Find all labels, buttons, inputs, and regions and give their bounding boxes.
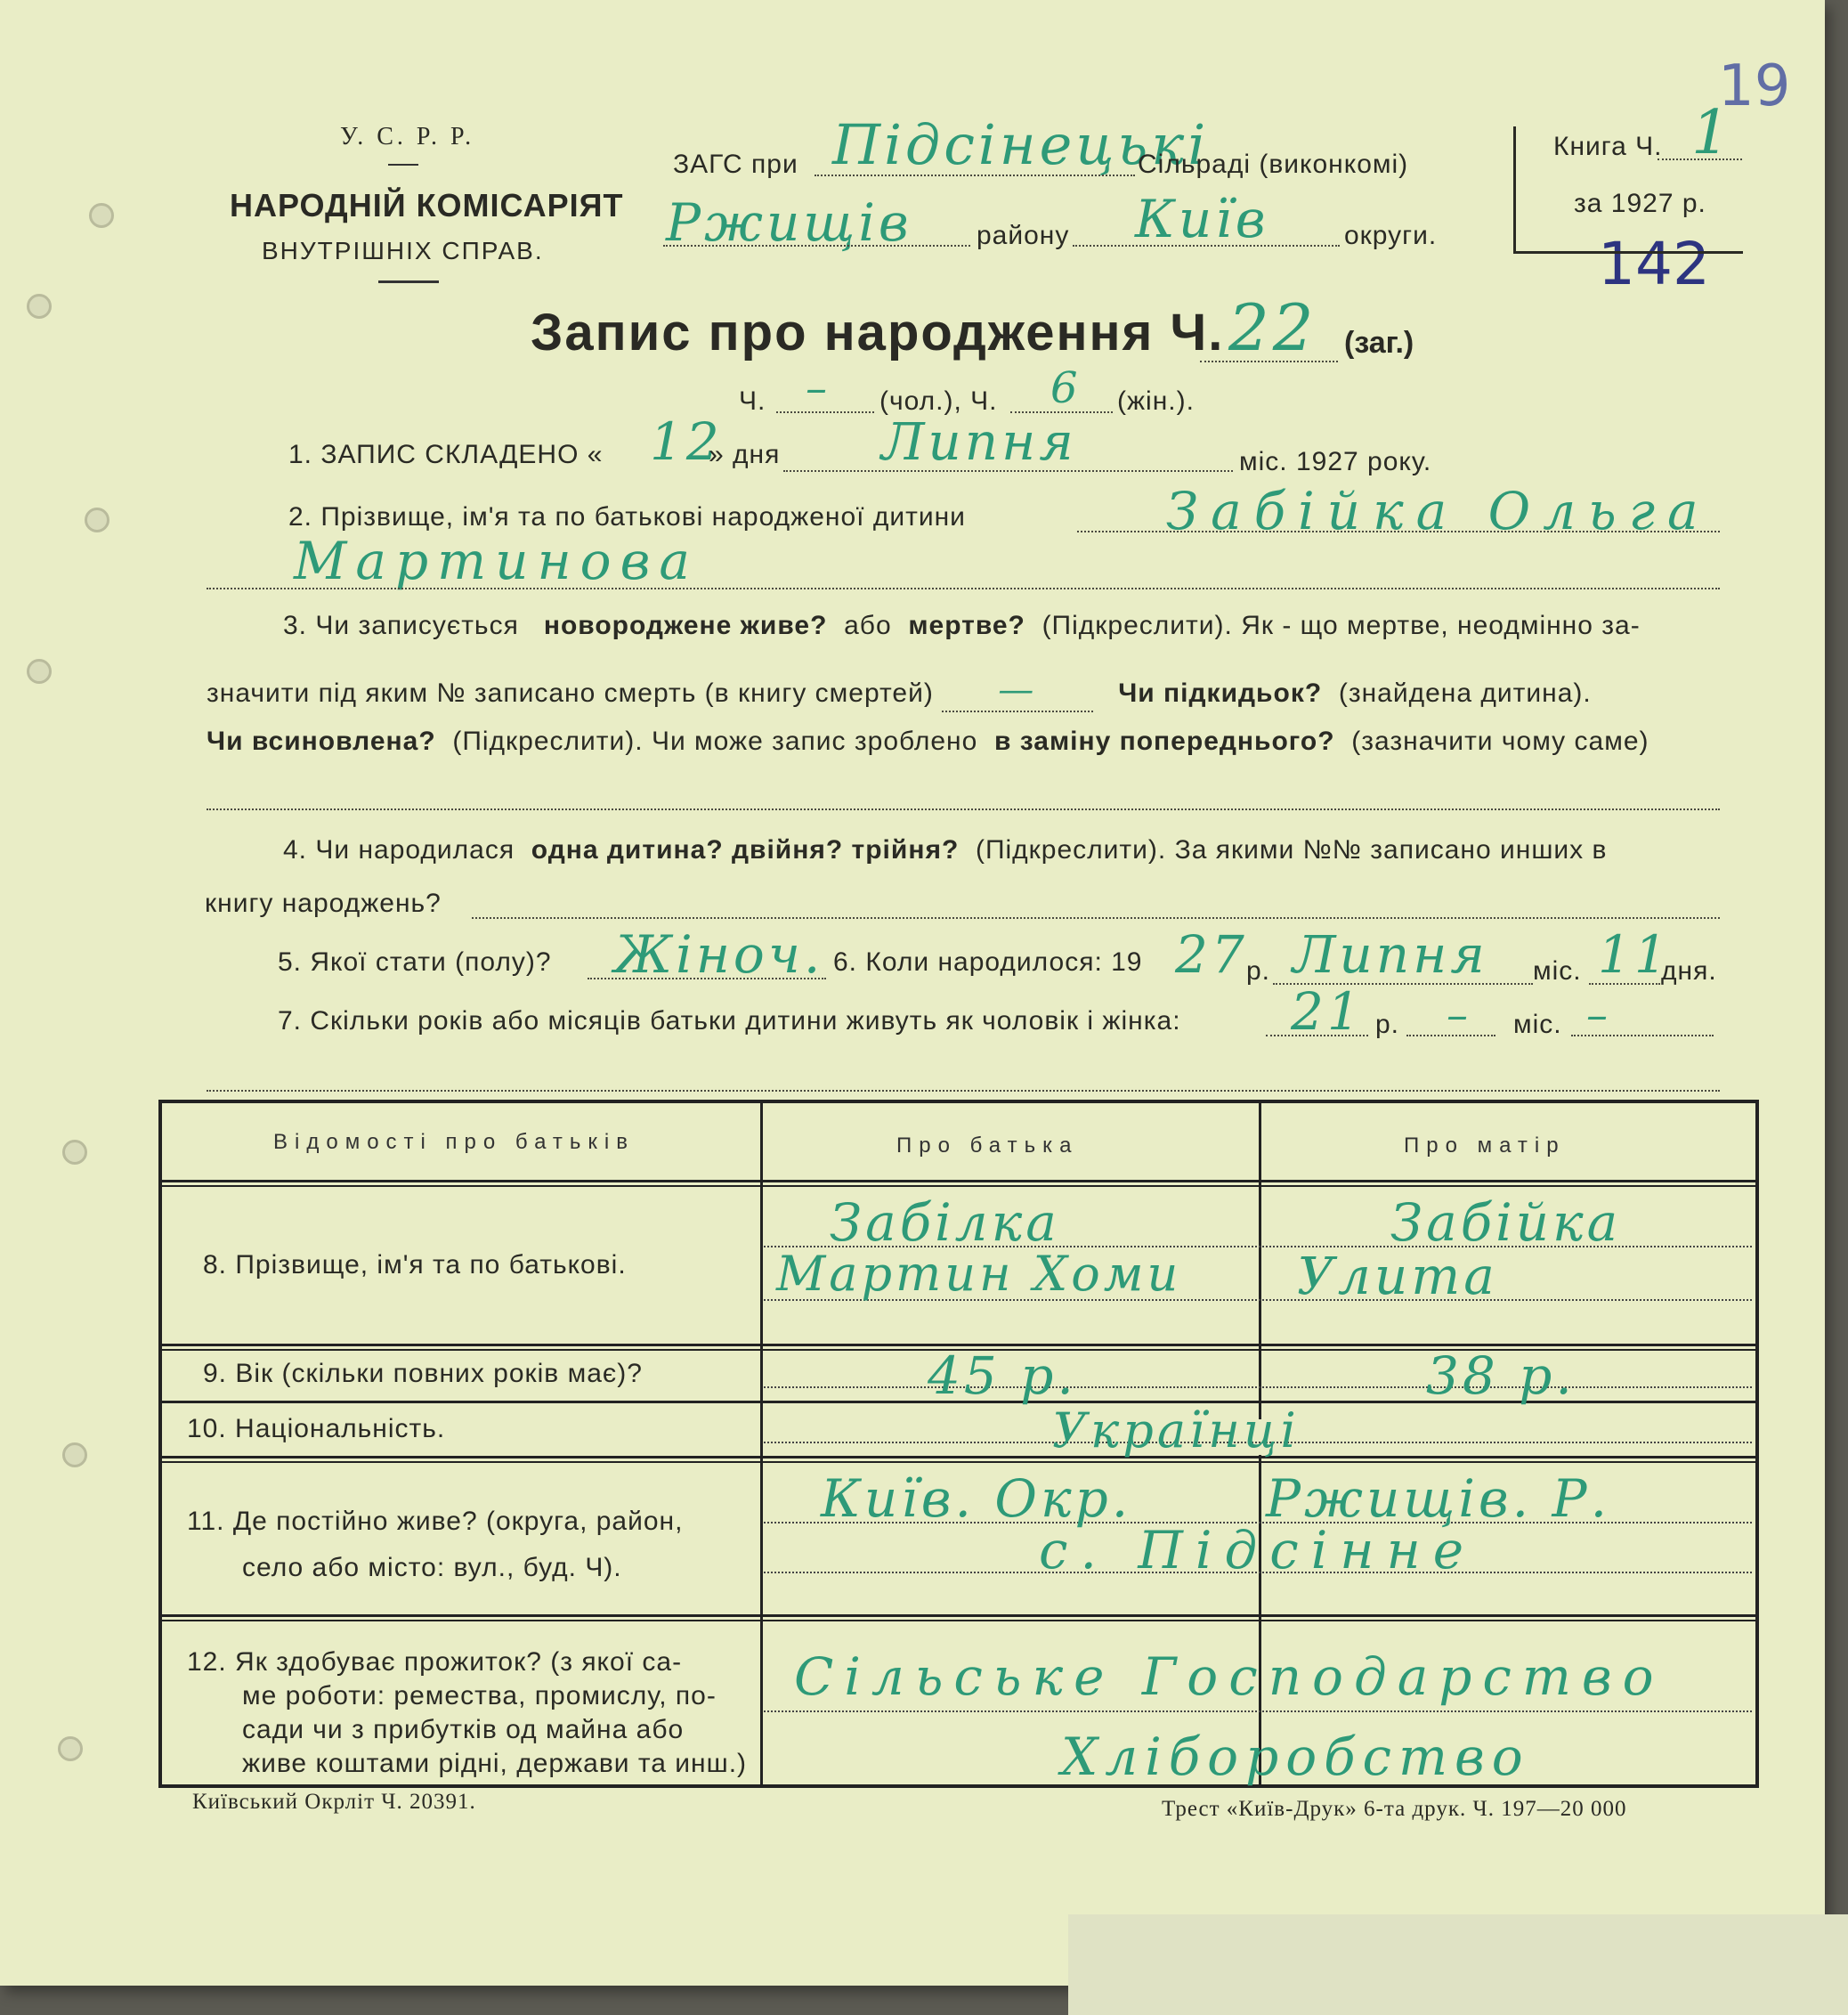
item7-label: 7. Скільки років або місяців батьки дитини живуть як чоловік і жінка: bbox=[278, 1006, 1181, 1036]
table-rule bbox=[162, 1456, 1755, 1458]
item6-mis: міс. bbox=[1533, 956, 1582, 986]
item2-line1 bbox=[1077, 531, 1720, 532]
commissariat-title: НАРОДНІЙ КОМІСАРІЯТ bbox=[230, 187, 624, 223]
item3-line1 bbox=[283, 611, 1641, 641]
item3-text: (Підкреслити). Як - що мертве, неодмінно за- bbox=[1042, 611, 1641, 640]
item4-text: 4. Чи народилася bbox=[283, 835, 515, 865]
item3-text: (знайдена дитина). bbox=[1338, 678, 1592, 708]
parents-table bbox=[158, 1100, 1759, 1788]
punch-hole bbox=[58, 1736, 83, 1761]
item3-text: (зазначити чому саме) bbox=[1351, 727, 1649, 756]
item2-line2 bbox=[207, 588, 1720, 589]
item3-text: значити під яким № записано смерть (в книгу смертей) bbox=[207, 678, 934, 708]
item3-foundling-option: Чи підкидьок? bbox=[1118, 678, 1323, 708]
row8-father-name: Мартин Хоми bbox=[776, 1246, 1182, 1302]
subtitle-ch: Ч. bbox=[739, 386, 766, 416]
row8-mother-name: Улита bbox=[1297, 1246, 1498, 1306]
table-rule bbox=[162, 1620, 1755, 1621]
okrug-label: округи. bbox=[1344, 221, 1438, 250]
district-label: району bbox=[977, 221, 1070, 250]
table-divider bbox=[1259, 1103, 1261, 1419]
male-label: (чол.), Ч. bbox=[879, 386, 998, 416]
row10-nationality: Українці bbox=[1052, 1402, 1300, 1458]
book-number-line bbox=[1658, 158, 1742, 160]
item4-text: (Підкреслити). За якими №№ записано инших в bbox=[975, 835, 1608, 865]
item7-blank-line bbox=[207, 1090, 1720, 1092]
record-number-value: 22 bbox=[1228, 290, 1317, 365]
item7-end-line bbox=[1571, 1035, 1714, 1036]
punch-hole bbox=[62, 1442, 87, 1467]
item2-label: 2. Прізвище, ім'я та по батькові народженої дитини bbox=[288, 502, 966, 532]
row12-occupation-1: Сільське Господарство bbox=[794, 1646, 1665, 1707]
item5-label: 5. Якої стати (полу)? bbox=[278, 947, 552, 977]
item3-line2 bbox=[207, 670, 1592, 712]
punch-hole bbox=[89, 203, 114, 228]
female-count-value: 6 bbox=[1050, 363, 1082, 413]
footer-left: Київський Окрліт Ч. 20391. bbox=[192, 1790, 476, 1814]
district-line bbox=[663, 245, 970, 247]
punch-hole bbox=[27, 294, 52, 319]
header-mother: Про матір bbox=[1404, 1133, 1566, 1158]
row12-label-line1: 12. Як здобуває прожиток? (з якої са- bbox=[187, 1647, 683, 1677]
row10-label: 10. Національність. bbox=[187, 1414, 446, 1443]
item3-line3 bbox=[207, 727, 1649, 757]
zags-suffix: Сільраді (виконкомі) bbox=[1138, 150, 1409, 179]
punch-hole bbox=[85, 508, 109, 532]
book-number-value: 1 bbox=[1691, 98, 1734, 168]
item6-label: 6. Коли народилося: 19 bbox=[833, 947, 1143, 977]
zags-prefix: ЗАГС при bbox=[673, 150, 798, 179]
item7-mis: міс. bbox=[1513, 1010, 1562, 1039]
row8-father-surname: Забілка bbox=[830, 1192, 1060, 1253]
item1-month-line bbox=[783, 470, 1233, 472]
item7-years-value: 21 bbox=[1291, 981, 1364, 1042]
district-value: Ржищів bbox=[666, 192, 912, 253]
item3-alive-option: новороджене живе? bbox=[543, 611, 828, 640]
item6-year-value: 27 bbox=[1175, 924, 1248, 985]
table-rule bbox=[162, 1461, 1755, 1463]
item3-dead-option: мертве? bbox=[908, 611, 1025, 640]
item7-months-value: – bbox=[1447, 990, 1471, 1040]
record-total-label: (заг.) bbox=[1344, 326, 1414, 360]
item3-text: 3. Чи записується bbox=[283, 611, 519, 640]
item2-value-line2: Мартинова bbox=[294, 531, 699, 591]
zags-village-line bbox=[815, 175, 1135, 176]
item4-options: одна дитина? двійня? трійня? bbox=[531, 835, 960, 865]
item6-day-line bbox=[1589, 983, 1660, 985]
zags-village-value: Підсінецькі bbox=[832, 112, 1210, 177]
item4-line1 bbox=[283, 835, 1607, 865]
row12-label-line2: ме роботи: ремества, промислу, по- bbox=[242, 1681, 717, 1710]
table-rule bbox=[162, 1614, 1755, 1617]
item1-prefix: 1. ЗАПИС СКЛАДЕНО « bbox=[288, 440, 604, 469]
item1-day-value: 12 bbox=[650, 411, 723, 472]
item6-month-value: Липня bbox=[1293, 924, 1488, 985]
row12-label-line4: живе коштами рідні, держави та инш.) bbox=[242, 1749, 748, 1778]
table-divider bbox=[760, 1103, 763, 1784]
item3-text: (Підкреслити). Чи може запис зроблено bbox=[452, 727, 978, 756]
department-title: ВНУТРІШНІХ СПРАВ. bbox=[262, 237, 544, 264]
header-parents-info: Відомості про батьків bbox=[273, 1130, 635, 1154]
item5-value: Жіноч. bbox=[614, 924, 824, 985]
header-father: Про батька bbox=[896, 1133, 1079, 1158]
item3-replacement-option: в заміну попереднього? bbox=[993, 727, 1335, 756]
archive-number-top: 19 bbox=[1718, 53, 1791, 119]
table-rule bbox=[162, 1180, 1755, 1182]
okrug-value: Київ bbox=[1135, 189, 1269, 249]
item1-suffix: міс. 1927 року. bbox=[1239, 447, 1432, 476]
item4-blank-line bbox=[472, 917, 1720, 919]
table-writing-line bbox=[764, 1710, 1752, 1712]
row11-residence-district: Ржищів. Р. bbox=[1266, 1468, 1611, 1529]
male-count-line bbox=[776, 411, 874, 413]
item6-dnya: дня. bbox=[1661, 956, 1717, 986]
item4-line2: книгу народжень? bbox=[205, 889, 442, 918]
row11-label-line1: 11. Де постійно живе? (округа, район, bbox=[187, 1507, 684, 1536]
archive-number-bottom: 142 bbox=[1598, 230, 1710, 298]
row9-mother-age: 38 р. bbox=[1426, 1345, 1576, 1406]
item3-text: або bbox=[844, 611, 892, 640]
book-year: за 1927 р. bbox=[1574, 189, 1706, 218]
punch-hole bbox=[27, 659, 52, 684]
male-count-value: – bbox=[806, 363, 831, 413]
row8-label: 8. Прізвище, ім'я та по батькові. bbox=[203, 1250, 627, 1280]
item6-year-r: р. bbox=[1246, 956, 1271, 986]
item7-years-line bbox=[1266, 1035, 1368, 1036]
footer-right: Трест «Київ-Друк» 6-та друк. Ч. 197—20 000 bbox=[1162, 1797, 1627, 1821]
row11-residence-village: с. Підсінне bbox=[1039, 1520, 1477, 1580]
table-rule bbox=[162, 1185, 1755, 1187]
header-rule bbox=[388, 164, 418, 166]
row12-occupation-2: Хліборобство bbox=[1061, 1727, 1530, 1787]
female-label: (жін.). bbox=[1117, 386, 1195, 416]
item7-r: р. bbox=[1375, 1010, 1400, 1039]
row9-father-age: 45 р. bbox=[928, 1345, 1077, 1406]
header-rule bbox=[378, 280, 439, 283]
item2-value-line1: Забійка Ольга bbox=[1166, 481, 1711, 541]
item3-blank-line bbox=[207, 808, 1720, 810]
record-number-line bbox=[1200, 361, 1338, 362]
row11-label-line2: село або місто: вул., буд. Ч). bbox=[242, 1553, 622, 1582]
item1-month-value: Липня bbox=[881, 411, 1077, 472]
underlying-sheet bbox=[1068, 1914, 1848, 2015]
punch-hole bbox=[62, 1140, 87, 1165]
book-label: Книга Ч. bbox=[1553, 132, 1663, 161]
item3-adopted-option: Чи всиновлена? bbox=[207, 727, 436, 756]
row8-mother-surname: Забійка bbox=[1390, 1192, 1622, 1253]
row9-label: 9. Вік (скільки повних років має)? bbox=[203, 1359, 643, 1388]
table-writing-line bbox=[764, 1386, 1752, 1388]
item5-line bbox=[588, 978, 826, 979]
row12-label-line3: сади чи з прибутків од майна або bbox=[242, 1715, 685, 1744]
item1-mid: » дня bbox=[709, 440, 781, 469]
okrug-line bbox=[1073, 245, 1340, 247]
item3-death-number-value: — bbox=[942, 670, 1093, 712]
item6-day-value: 11 bbox=[1598, 924, 1671, 985]
record-title: Запис про народження Ч. bbox=[531, 304, 1225, 362]
item7-months-line bbox=[1406, 1035, 1495, 1036]
item7-end-value: – bbox=[1586, 990, 1611, 1040]
row11-residence-okrug: Київ. Окр. bbox=[821, 1468, 1132, 1529]
usrr-label: У. С. Р. Р. bbox=[340, 123, 475, 150]
